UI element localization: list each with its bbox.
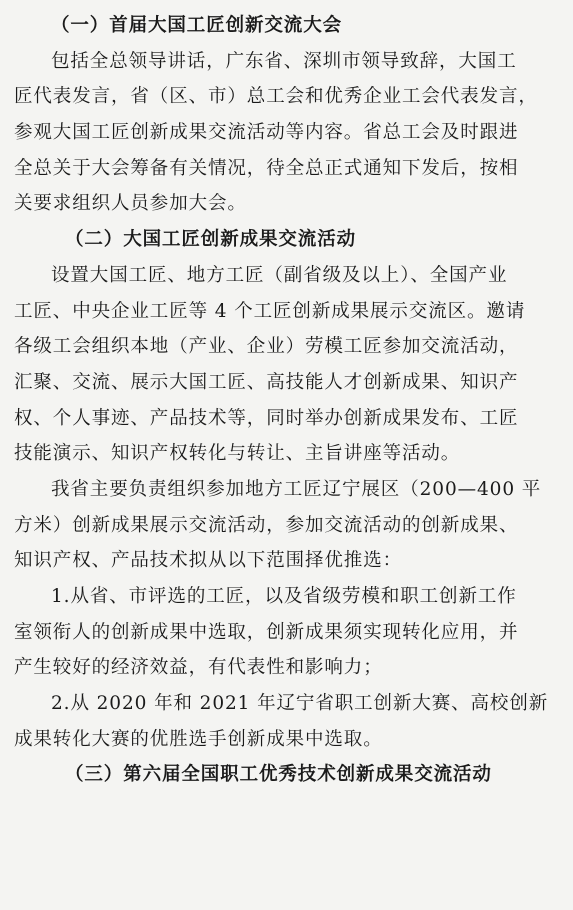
list-item-line: 成果转化大赛的优胜选手创新成果中选取。 [14, 728, 383, 750]
paragraph-line: 关要求组织人员参加大会。 [14, 193, 247, 215]
paragraph-line: 汇聚、交流、展示大国工匠、高技能人才创新成果、知识产 [14, 371, 519, 393]
paragraph-line: 各级工会组织本地（产业、企业）劳模工匠参加交流活动， [14, 336, 519, 358]
list-item-line: 产生较好的经济效益，有代表性和影响力； [14, 657, 383, 679]
section-heading-2: （二）大国工匠创新成果交流活动 [65, 229, 357, 251]
paragraph-line: 参观大国工匠创新成果交流活动等内容。省总工会及时跟进 [14, 122, 519, 144]
paragraph-line: 技能演示、知识产权转化与转让、主旨讲座等活动。 [14, 443, 461, 465]
paragraph-line: 知识产权、产品技术拟从以下范围择优推选： [14, 550, 403, 572]
paragraph-line: 全总关于大会筹备有关情况，待全总正式通知下发后，按相 [14, 157, 519, 179]
list-item-line: 1.从省、市评选的工匠，以及省级劳模和职工创新工作 [51, 586, 517, 607]
paragraph-line: 匠代表发言，省（区、市）总工会和优秀企业工会代表发言， [14, 86, 538, 108]
list-item-line: 2.从 2020 年和 2021 年辽宁省职工创新大赛、高校创新 [51, 693, 549, 715]
paragraph-line: 包括全总领导讲话，广东省、深圳市领导致辞，大国工 [51, 50, 517, 72]
paragraph-line: 我省主要负责组织参加地方工匠辽宁展区（200—400 平 [51, 478, 542, 500]
list-item-line: 室领衔人的创新成果中选取，创新成果须实现转化应用，并 [14, 621, 519, 643]
paragraph-line: 权、个人事迹、产品技术等，同时举办创新成果发布、工匠 [14, 407, 519, 429]
paragraph-line: 设置大国工匠、地方工匠（副省级及以上）、全国产业 [51, 264, 508, 286]
section-heading-3: （三）第六届全国职工优秀技术创新成果交流活动 [65, 764, 492, 786]
section-heading-1: （一）首届大国工匠创新交流大会 [51, 15, 343, 36]
paragraph-line: 工匠、中央企业工匠等 4 个工匠创新成果展示交流区。邀请 [14, 300, 526, 322]
paragraph-line: 方米）创新成果展示交流活动，参加交流活动的创新成果、 [14, 514, 519, 536]
